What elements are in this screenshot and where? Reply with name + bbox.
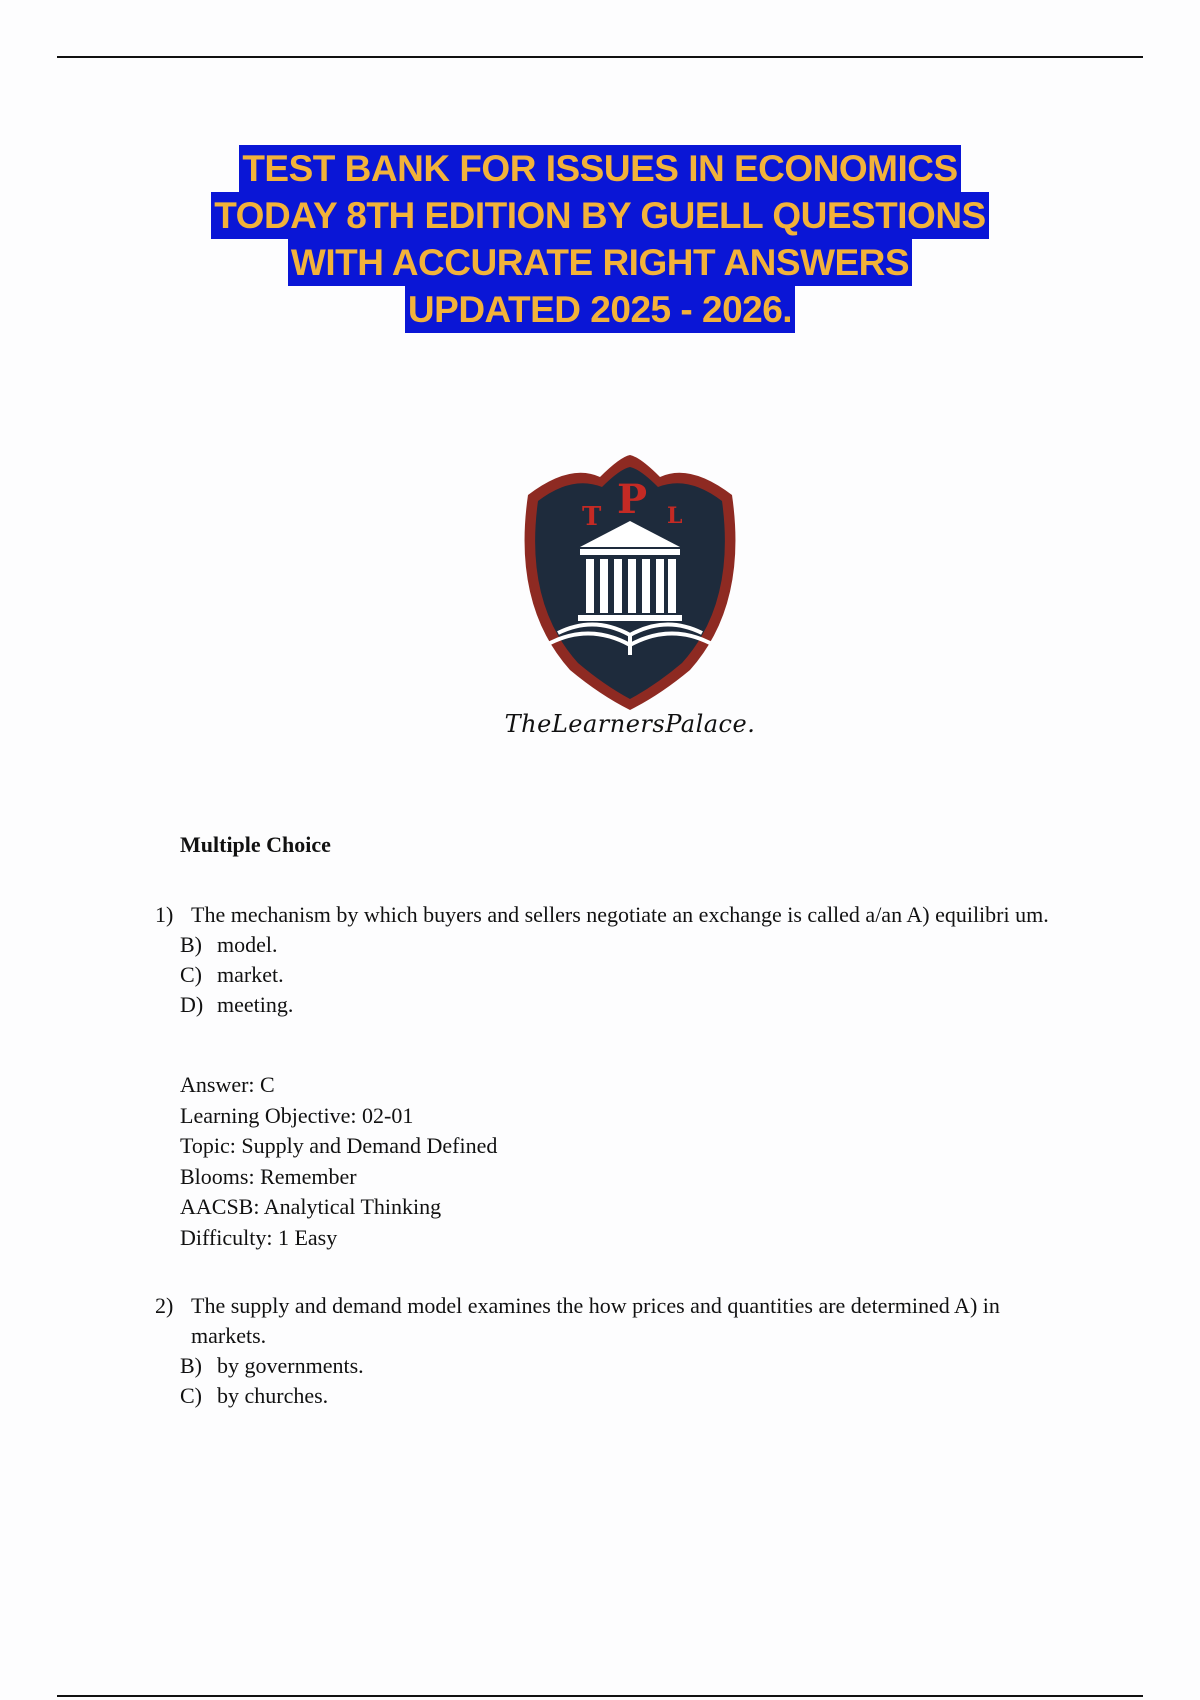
question-1 [155, 900, 1075, 1020]
option-letter: B) [180, 1353, 202, 1378]
aacsb: AACSB: Analytical Thinking [180, 1194, 442, 1219]
logo-letter-l: L [667, 503, 683, 529]
top-rule [57, 56, 1143, 58]
title-line: UPDATED 2025 - 2026. [405, 286, 795, 333]
blooms-level: Blooms: Remember [180, 1163, 357, 1189]
document-title [100, 145, 1100, 333]
logo-caption: TheLearnersPalace. [504, 710, 756, 738]
difficulty: Difficulty: 1 Easy [180, 1224, 338, 1250]
option-text: model. [217, 932, 278, 957]
learning-objective: Learning Objective: 02-01 [180, 1102, 414, 1128]
title-line: TODAY 8TH EDITION BY GUELL QUESTIONS [211, 192, 988, 239]
option-letter: C) [180, 962, 202, 987]
question-text: The mechanism by which buyers and sellers negotiate an exchange is called a/an A) equilibri um. [191, 902, 1049, 927]
answer-options [180, 1351, 1075, 1411]
option-letter: D) [180, 992, 204, 1017]
answer-key: Answer: C [180, 1072, 275, 1097]
section-heading: Multiple Choice [180, 832, 331, 857]
topic: Topic: Supply and Demand Defined [180, 1133, 498, 1158]
answer-options [180, 930, 1075, 1020]
answer-option [180, 990, 1075, 1020]
option-text: by churches. [217, 1383, 329, 1408]
option-text: by governments. [217, 1353, 364, 1378]
answer-option [180, 1351, 1075, 1381]
title-line: WITH ACCURATE RIGHT ANSWERS [288, 239, 912, 286]
question-number: 2) [155, 1293, 174, 1318]
answer-option [180, 960, 1075, 990]
question-1-metadata [180, 1070, 497, 1253]
learners-palace-logo [510, 455, 750, 715]
answer-option [180, 1381, 1075, 1411]
logo-letter-p: P [617, 476, 648, 523]
title-line: TEST BANK FOR ISSUES IN ECONOMICS [239, 145, 960, 192]
option-letter: C) [180, 1383, 202, 1408]
question-number: 1) [155, 902, 174, 927]
bottom-rule [57, 1695, 1143, 1697]
option-text: market. [217, 962, 284, 987]
question-2 [155, 1291, 1075, 1411]
question-text: The supply and demand model examines the how prices and quantities are determined A) in markets. [191, 1293, 1000, 1348]
option-text: meeting. [217, 992, 294, 1017]
option-letter: B) [180, 932, 202, 957]
logo-letter-t: T [582, 502, 602, 532]
answer-option [180, 930, 1075, 960]
